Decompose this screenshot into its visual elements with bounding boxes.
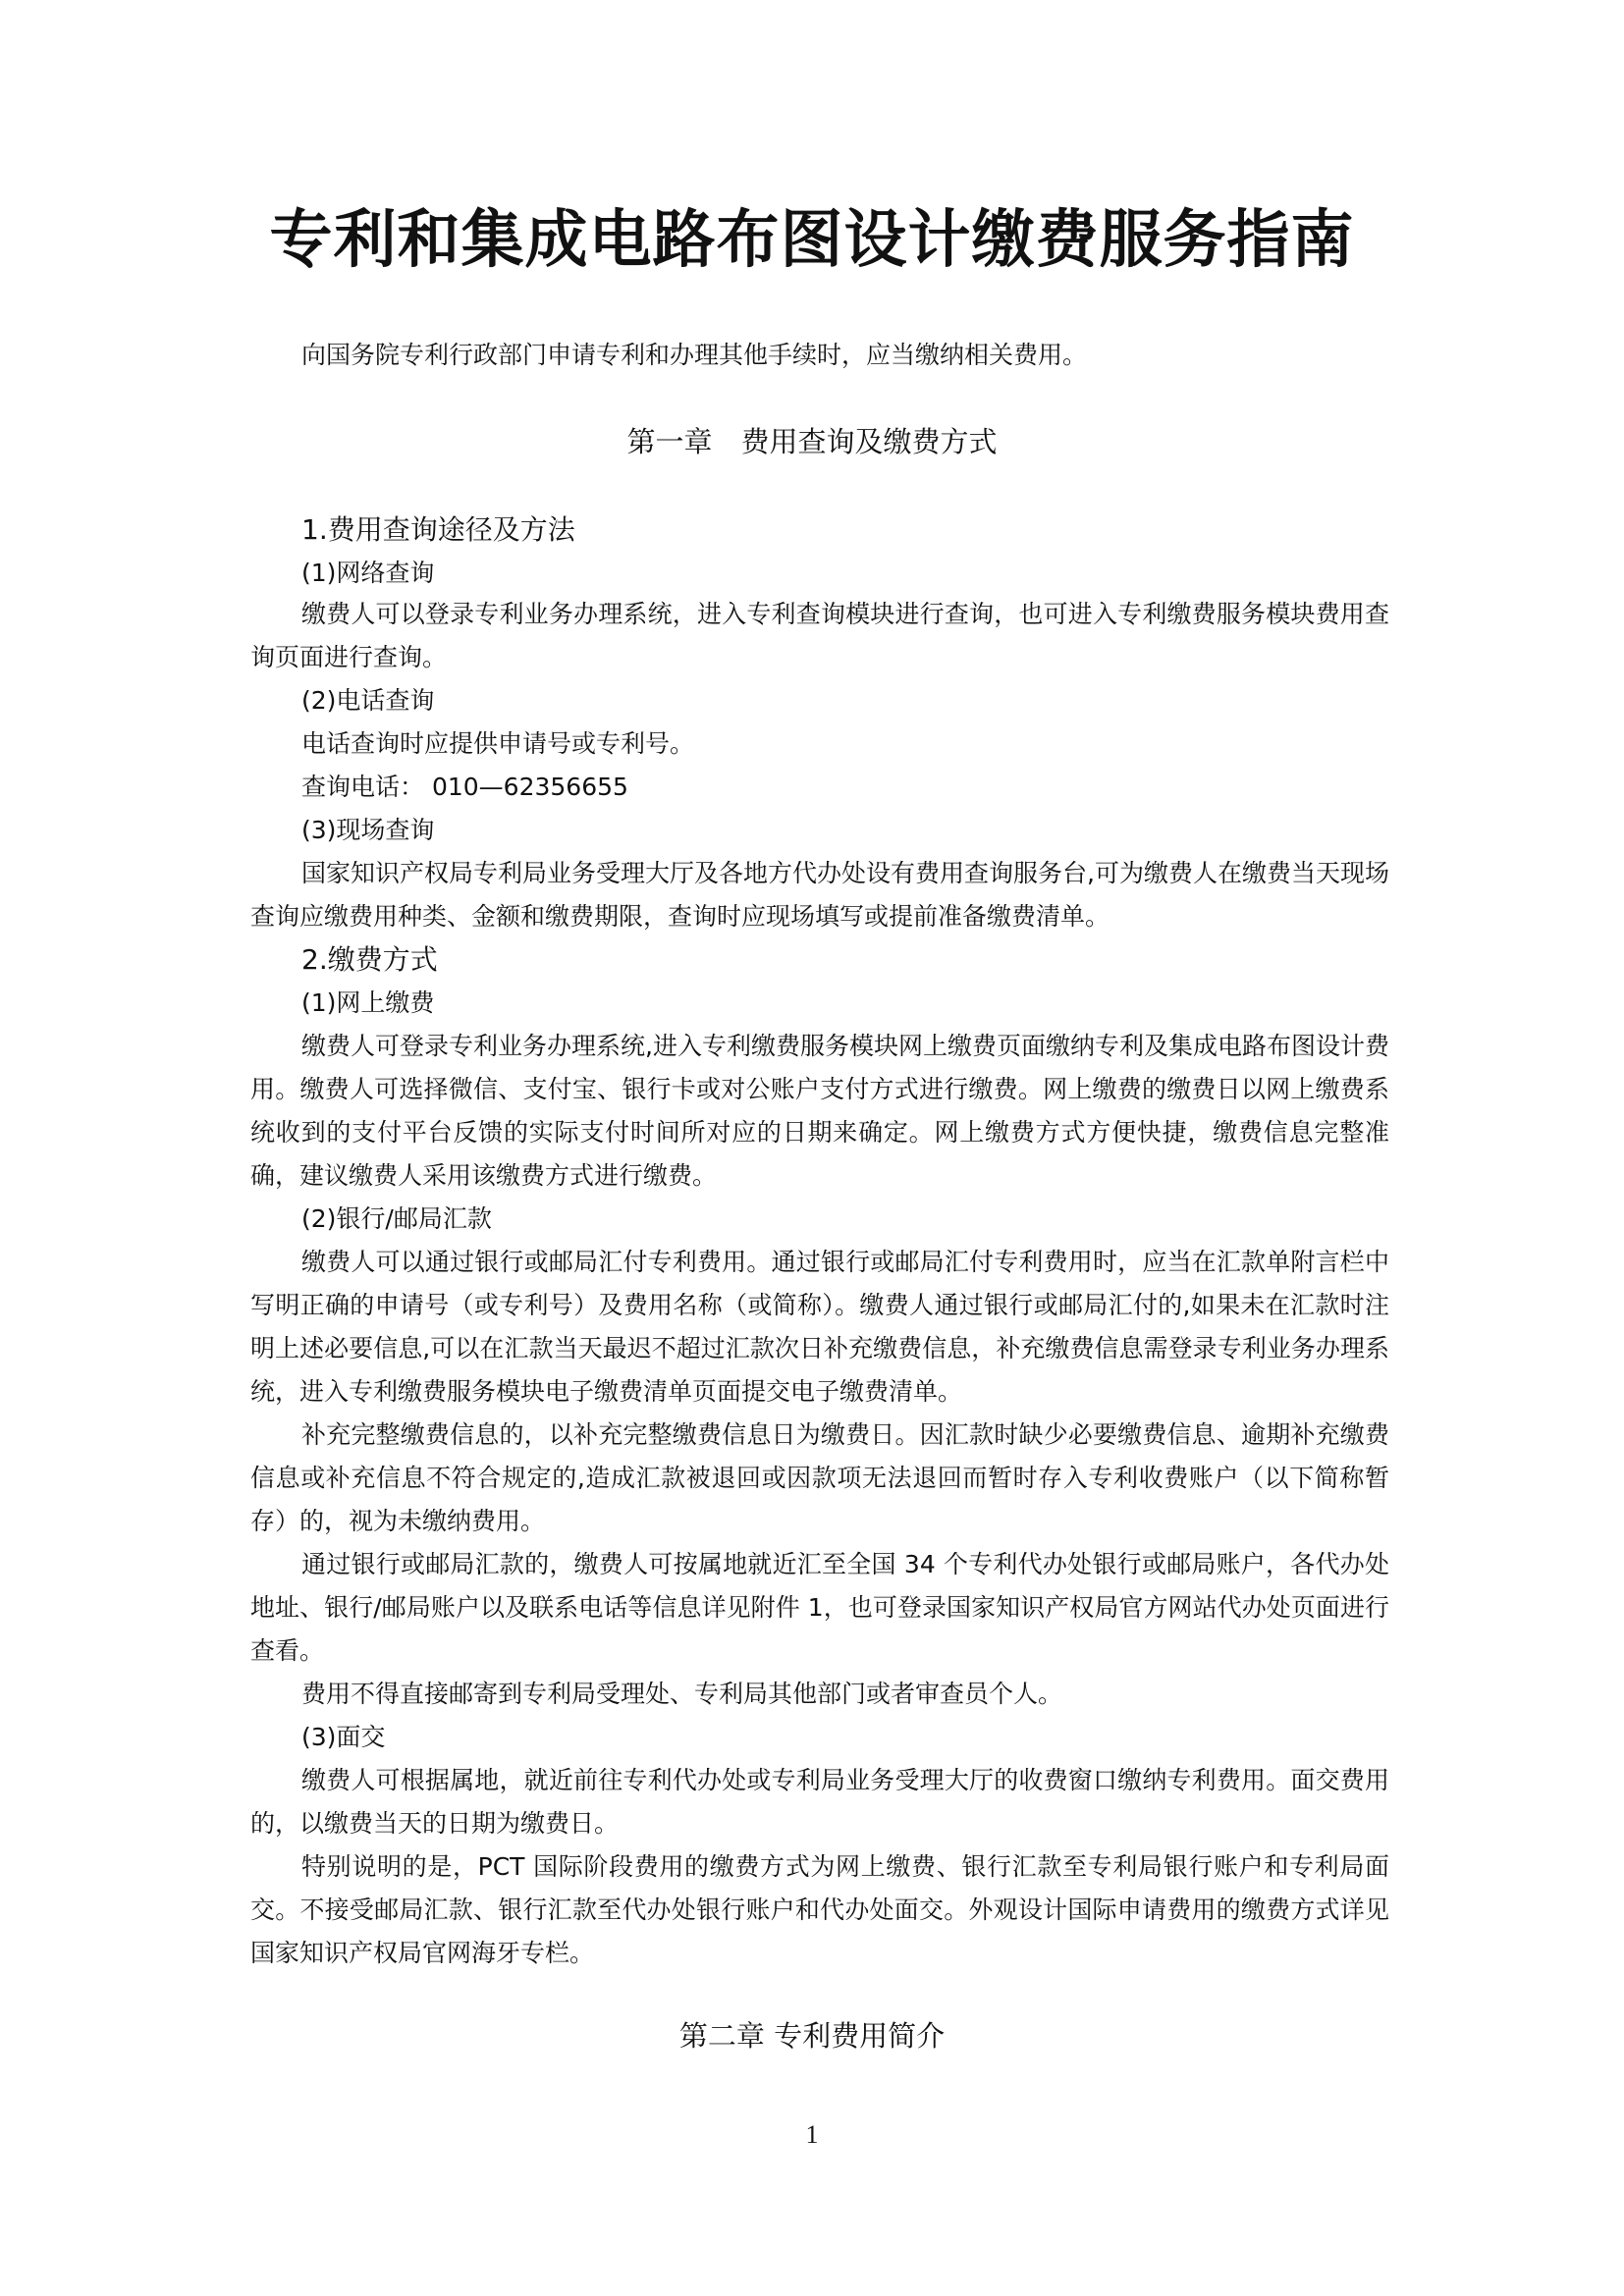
paragraph-remittance-4: 费用不得直接邮寄到专利局受理处、专利局其他部门或者审查员个人。 [301, 1680, 1063, 1708]
chapter-heading-2: 第二章 专利费用简介 [678, 2019, 946, 2053]
page-number: 1 [805, 2120, 819, 2149]
section-heading-fee-query: 1.费用查询途径及方法 [301, 513, 575, 546]
subheading-online-payment: (1)网上缴费 [301, 988, 435, 1017]
paragraph-online-payment: 缴费人可登录专利业务办理系统,进入专利缴费服务模块网上缴费页面缴纳专利及集成电路布图设计费用。缴费人可选择微信、支付宝、银行卡或对公账户支付方式进行缴费。网上缴费的缴费日以网上缴费系统收到的支付平台反馈的实际支付时间所对应的日期来确定。网上缴费方式方便快捷，缴费信息完整准确，建议缴费人采用该缴费方式进行缴费。 [250, 1032, 1389, 1190]
subheading-onsite-query: (3)现场查询 [301, 816, 435, 844]
subheading-phone-query: (2)电话查询 [301, 686, 435, 715]
intro-paragraph: 向国务院专利行政部门申请专利和办理其他手续时，应当缴纳相关费用。 [301, 341, 1088, 369]
paragraph-remittance-3: 通过银行或邮局汇款的，缴费人可按属地就近汇至全国 34 个专利代办处银行或邮局账户，各代办处地址、银行/邮局账户以及联系电话等信息详见附件 1，也可登录国家知识产权局官方网站代办处页面进行查看。 [250, 1550, 1389, 1665]
subheading-bank-post-remittance: (2)银行/邮局汇款 [301, 1204, 492, 1233]
paragraph-phone-query: 电话查询时应提供申请号或专利号。 [301, 729, 695, 758]
phone-number-line: 查询电话： 010—62356655 [301, 773, 628, 801]
paragraph-special-note: 特别说明的是，PCT 国际阶段费用的缴费方式为网上缴费、银行汇款至专利局银行账户和专利局面交。不接受邮局汇款、银行汇款至代办处银行账户和代办处面交。外观设计国际申请费用的缴费方式详见国家知识产权局官网海牙专栏。 [250, 1852, 1389, 1967]
paragraph-online-query: 缴费人可以登录专利业务办理系统，进入专利查询模块进行查询，也可进入专利缴费服务模块费用查询页面进行查询。 [250, 600, 1389, 671]
paragraph-onsite-query: 国家知识产权局专利局业务受理大厅及各地方代办处设有费用查询服务台,可为缴费人在缴费当天现场查询应缴费用种类、金额和缴费期限，查询时应现场填写或提前准备缴费清单。 [250, 859, 1389, 931]
chapter-heading-1: 第一章 费用查询及缴费方式 [626, 425, 998, 458]
document-title: 专利和集成电路布图设计缴费服务指南 [269, 204, 1355, 277]
section-heading-payment-methods: 2.缴费方式 [301, 943, 438, 976]
subheading-online-query: (1)网络查询 [301, 559, 435, 587]
paragraph-remittance-1: 缴费人可以通过银行或邮局汇付专利费用。通过银行或邮局汇付专利费用时，应当在汇款单附言栏中写明正确的申请号（或专利号）及费用名称（或简称）。缴费人通过银行或邮局汇付的,如果未在汇款时注明上述必要信息,可以在汇款当天最迟不超过汇款次日补充缴费信息，补充缴费信息需登录专利业务办理系统，进入专利缴费服务模块电子缴费清单页面提交电子缴费清单。 [250, 1248, 1389, 1406]
subheading-in-person: (3)面交 [301, 1723, 386, 1751]
paragraph-remittance-2: 补充完整缴费信息的，以补充完整缴费信息日为缴费日。因汇款时缺少必要缴费信息、逾期补充缴费信息或补充信息不符合规定的,造成汇款被退回或因款项无法退回而暂时存入专利收费账户（以下简称暂存）的，视为未缴纳费用。 [250, 1420, 1389, 1535]
paragraph-in-person: 缴费人可根据属地，就近前往专利代办处或专利局业务受理大厅的收费窗口缴纳专利费用。面交费用的，以缴费当天的日期为缴费日。 [250, 1766, 1389, 1838]
